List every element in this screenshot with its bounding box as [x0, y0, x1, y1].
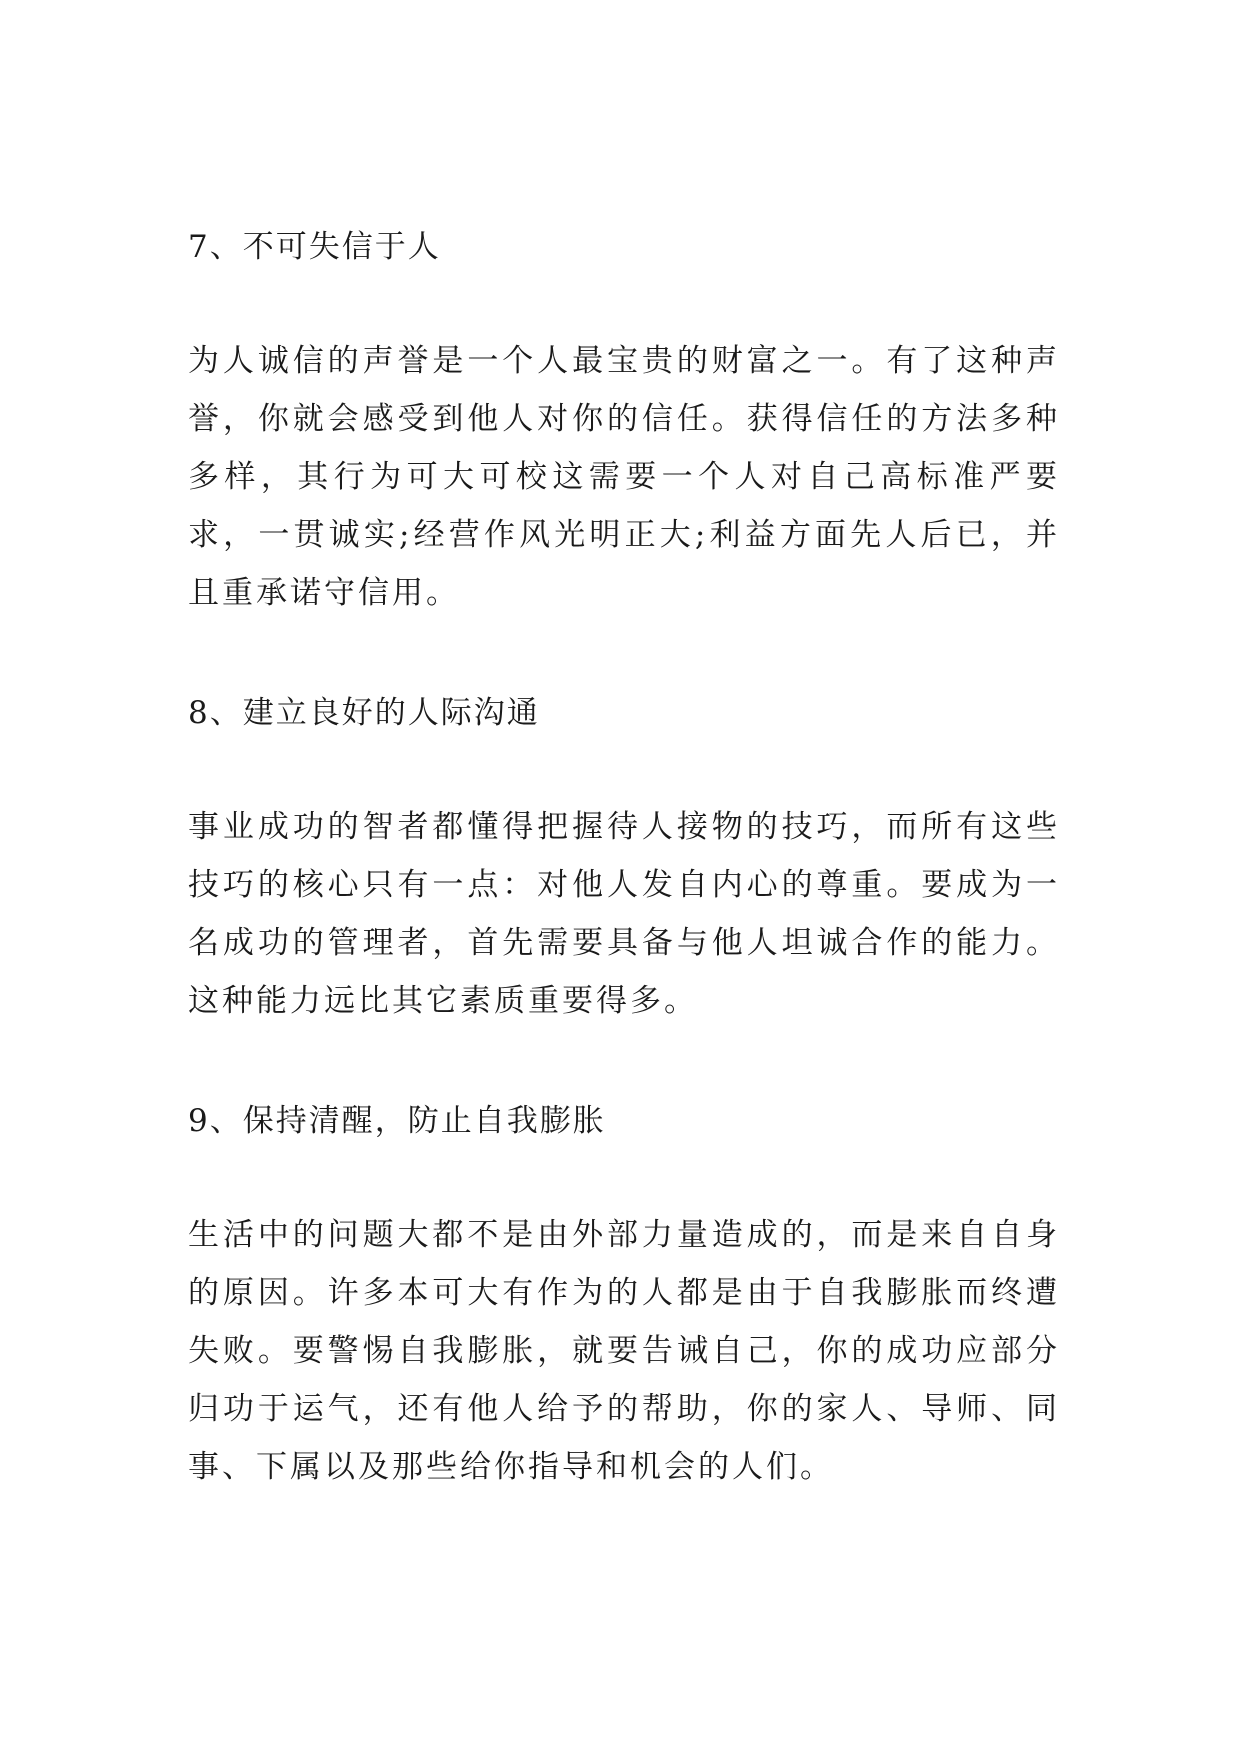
section-heading-8: 8、建立良好的人际沟通 — [188, 695, 540, 731]
document-content — [188, 218, 1060, 1496]
section-body-9: 生活中的问题大都不是由外部力量造成的，而是来自自身的原因。许多本可大有作为的人都是由于自我膨胀而终遭失败。要警惕自我膨胀，就要告诫自己，你的成功应部分归功于运气，还有他人给予的帮助，你的家人、导师、同事、下属以及那些给你指导和机会的人们。 — [188, 1217, 1060, 1485]
section-body-7: 为人诚信的声誉是一个人最宝贵的财富之一。有了这种声誉，你就会感受到他人对你的信任。获得信任的方法多种多样，其行为可大可校这需要一个人对自己高标准严要求，一贯诚实;经营作风光明正大;利益方面先人后已，并且重承诺守信用。 — [188, 343, 1060, 611]
section-heading-9: 9、保持清醒，防止自我膨胀 — [188, 1103, 606, 1139]
section-body-8: 事业成功的智者都懂得把握待人接物的技巧，而所有这些技巧的核心只有一点：对他人发自内心的尊重。要成为一名成功的管理者，首先需要具备与他人坦诚合作的能力。这种能力远比其它素质重要得多。 — [188, 809, 1060, 1019]
section-heading-7: 7、不可失信于人 — [188, 229, 441, 265]
